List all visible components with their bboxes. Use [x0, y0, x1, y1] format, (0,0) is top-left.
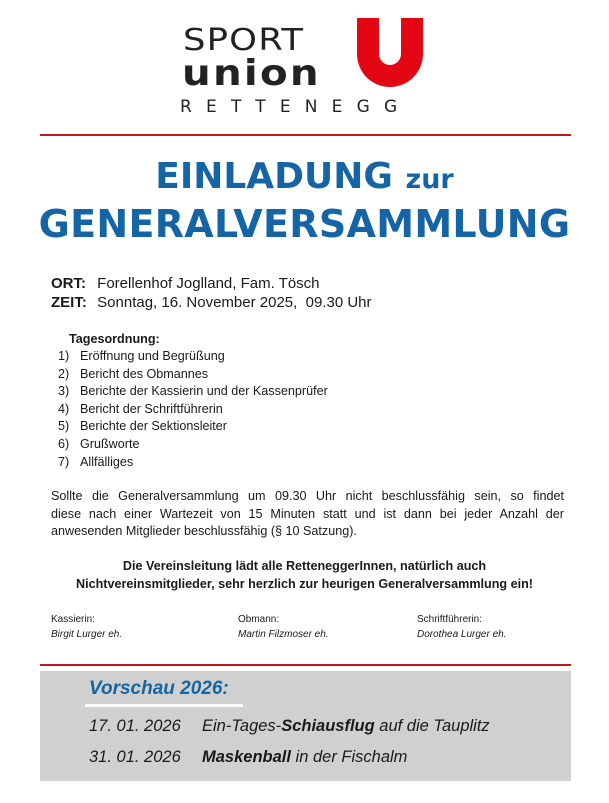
location-row	[51, 275, 320, 293]
agenda-num: 4)	[58, 401, 70, 416]
signature-name: Martin Filzmoser eh.	[238, 629, 329, 640]
location-value: Forellenhof Joglland, Fam. Tösch	[97, 275, 320, 292]
signature-role: Kassierin:	[51, 614, 95, 625]
event-date: 17. 01. 2026	[89, 717, 181, 735]
title-line-2: GENERALVERSAMMLUNG	[38, 202, 571, 246]
agenda-item	[58, 366, 328, 384]
invite-line: Nichtvereinsmitglieder, sehr herzlich zur heurigen Generalversammlung ein!	[75, 576, 533, 591]
preview-event	[89, 716, 490, 736]
title-zur: zur	[405, 164, 454, 195]
logo-sport-text: SPORT	[183, 23, 305, 58]
signature-obmann	[238, 612, 329, 642]
top-divider	[40, 134, 571, 136]
signature-kassierin	[51, 612, 122, 642]
agenda-num: 7)	[58, 454, 70, 469]
agenda-item	[58, 348, 328, 366]
invitation-statement	[0, 558, 609, 593]
preview-box	[40, 671, 571, 781]
signature-role: Schriftführerin:	[417, 614, 483, 625]
signature-name: Dorothea Lurger eh.	[417, 629, 507, 640]
event-post: in der Fischalm	[290, 748, 408, 766]
agenda-title: Tagesordnung:	[69, 332, 160, 346]
agenda-item	[58, 418, 328, 436]
bottom-divider	[40, 664, 571, 666]
paragraph-line: diese nach einer Wartezeit von 15 Minuten statt und ist dann bei jeder Anzahl der	[51, 506, 564, 521]
agenda-item	[58, 436, 328, 454]
title-line-1	[0, 156, 609, 201]
title-einladung: EINLADUNG	[155, 156, 393, 197]
signature-role: Obmann:	[238, 614, 280, 625]
agenda-num: 1)	[58, 349, 70, 363]
agenda-text: Allfälliges	[80, 454, 134, 469]
agenda	[58, 331, 328, 471]
logo-union-text: union	[182, 53, 321, 94]
event-date: 31. 01. 2026	[89, 748, 181, 766]
event-highlight: Schiausflug	[281, 717, 375, 735]
agenda-text: Bericht des Obmannes	[80, 366, 209, 381]
agenda-num: 3)	[58, 384, 70, 399]
agenda-text: Berichte der Kassierin und der Kassenprüfer	[80, 384, 328, 399]
time-row	[51, 294, 372, 312]
agenda-item	[58, 401, 328, 419]
agenda-item	[58, 383, 328, 401]
signature-schriftfuehrerin	[417, 612, 507, 642]
preview-event	[89, 747, 407, 767]
time-label: ZEIT:	[51, 294, 87, 311]
agenda-num: 2)	[58, 366, 70, 381]
event-highlight: Maskenball	[202, 748, 291, 766]
agenda-num: 5)	[58, 419, 70, 434]
preview-title-underline	[85, 704, 243, 707]
agenda-item	[58, 454, 328, 472]
agenda-text: Grußworte	[80, 436, 140, 451]
paragraph-line: Sollte die Generalversammlung um 09.30 Uhr nicht beschlussfähig sein, so findet	[51, 489, 564, 503]
logo-place-text: RETTENEGG	[180, 97, 412, 117]
quorum-paragraph	[51, 488, 564, 541]
event-pre: Ein-Tages-	[202, 717, 282, 735]
location-label: ORT:	[51, 275, 86, 292]
agenda-text: Eröffnung und Begrüßung	[80, 349, 225, 363]
signature-name: Birgit Lurger eh.	[51, 629, 123, 640]
event-post: auf die Tauplitz	[374, 717, 490, 735]
paragraph-line: anwesenden Mitglieder beschlussfähig (§ 10 Satzung).	[51, 524, 357, 539]
sport-union-logo	[180, 18, 430, 118]
preview-title: Vorschau 2026:	[89, 678, 229, 699]
union-u-icon	[355, 18, 425, 90]
time-value: Sonntag, 16. November 2025, 09.30 Uhr	[97, 294, 372, 311]
agenda-text: Berichte der Sektionsleiter	[80, 419, 227, 434]
invite-line: Die Vereinsleitung lädt alle RetteneggerInnen, natürlich auch	[122, 559, 487, 573]
agenda-num: 6)	[58, 436, 70, 451]
agenda-text: Bericht der Schriftführerin	[80, 401, 223, 416]
